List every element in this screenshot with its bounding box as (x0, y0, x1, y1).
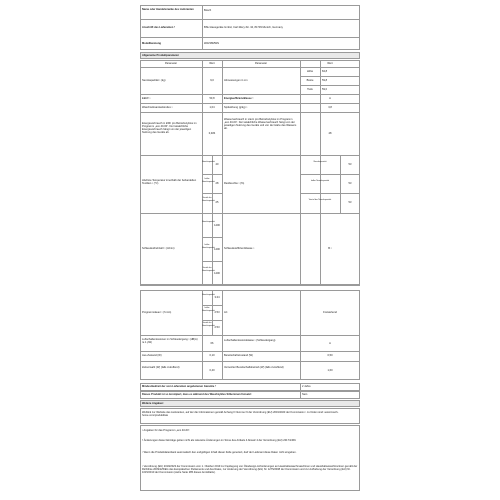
dimensions-label: Abmessungen in cm (224, 79, 248, 82)
residual-moisture-label: Restfeuchte ᵃ (%) (224, 182, 245, 185)
moisture-sub-value-2: 53 (348, 182, 352, 185)
moisture-sub-label-3: Viertel der Nennkapazität (308, 199, 332, 201)
type-value: Freistehend (323, 311, 337, 314)
spin-sub-label-2: halbe Nennkapazität (202, 244, 215, 249)
value-head-right: Wert (327, 62, 333, 65)
noise-class-value: A (329, 342, 331, 345)
energy-consumption-value: 0,484 (208, 132, 216, 135)
networked-standby-value: 1,60 (327, 369, 333, 372)
warranty-label: Mindestlaufzeit der vom Lieferanten angebotenen Garantie ᵇ (142, 385, 217, 388)
warranty-value: 2 Jahre (302, 385, 311, 388)
param-head-left: Parameter (164, 62, 178, 65)
networked-standby-label: Vernetzter Bereitschaftsbetrieb (W) (falls zutreffend) (224, 366, 284, 369)
noise-class-label: Luftschallemissionsklasse ᵃ (Schleudergang) (224, 339, 276, 342)
duration-sub-value-3: 2:53 (214, 326, 220, 329)
footnote-b: ᵇ Änderungen dieser Einträge gelten nicht als relevante Änderungen im Sinne des Artikels 4 Absatz 4 der Verordnung (EU) 2017/1369. (142, 439, 297, 442)
spin-class-value: B ᵃ (328, 247, 332, 250)
max-temp-sub-label-1: Nennkapazität (202, 161, 215, 163)
noise-value: 66 (210, 342, 214, 345)
max-temp-sub-value-1: 40 (215, 163, 219, 166)
spin-speed-label: Schleuderdrehzahl ᵃ (U/min) (142, 247, 175, 250)
eeiw-label: EEIW ᵃ (142, 97, 151, 100)
off-mode-label: Aus-Zustand (W) (142, 354, 162, 357)
water-consumption-value: 48 (328, 132, 332, 135)
section-title: Allgemeine Produktparameter (142, 54, 179, 57)
depth-label: Tiefe (307, 88, 313, 91)
supplier-name-label: Name oder Handelsmarke des Lieferanten (142, 8, 194, 11)
moisture-sub-label-1: Nennkapazität (313, 161, 327, 163)
width-value: 59,8 (322, 79, 328, 82)
energy-consumption-label: Energieverbrauch in kWh pro Betriebszyklus im Programm „eco 40-60“. Der tatsächliche Energieverbrauch hängt von der jeweiligen Nutzung des Geräts ab. (142, 122, 197, 134)
rinsing-label: Spülwirkung (g/kg) ᵃ (224, 106, 248, 109)
value-head-left: Wert (209, 62, 215, 65)
max-temp-sub-value-3: 25 (215, 201, 219, 204)
footnote-a: ᵃ Angaben für das Programm „eco 40-60“. (142, 429, 191, 432)
program-duration-label: Programmdauer ᵃ (h:min) (142, 311, 172, 314)
product-information-sheet (140, 5, 360, 495)
duration-sub-value-2: 2:53 (214, 311, 220, 314)
spin-sub-label-3: Viertel der Nennkapazität (202, 267, 215, 272)
further-info-title: Weitere Angaben: (142, 402, 164, 405)
spin-class-label: Schleudereffizienzklasse ᵃ (224, 247, 255, 250)
height-label: Höhe (306, 70, 314, 73)
silver-ions-label: Dieses Produkt ist so konzipiert, dass es während des Waschzyklus Silberionen freisetzt (142, 393, 252, 396)
further-info-bar (140, 400, 360, 407)
footnote-1: ¹ Verordnung (EU) 2019/2023 der Kommission vom 1. Oktober 2019 zur Festlegung von Ökodesign-Anforderungen an Haushaltswaschmaschinen und Haushaltswaschtrockner gemäß der Richtlinie 2009/125/EG des Europäischen Parlaments und des Rates, zur Änderung der Verordnung (EG) Nr. 1275/2008 der Kommission und zur Aufhebung der Verordnung (EU) Nr. 1015/2010 der Kommission (siehe Seite 285 dieses Amtsblatts). (142, 465, 358, 474)
standby-label: Bereitschaftszustand (W) (224, 354, 253, 357)
max-temp-sub-value-2: 28 (215, 182, 219, 185)
param-head-right: Parameter (254, 62, 268, 65)
moisture-sub-value-3: 53 (348, 201, 352, 204)
footnote-c: ᶜ Wenn die Produktdatenbank automatisch den endgültigen Inhalt dieser Zelle generiert, darf der Lieferant diese Daten nicht eingeben. (142, 451, 297, 454)
standby-value: 0,50 (327, 354, 333, 357)
model-id-label: Modellkennung (142, 42, 162, 45)
max-temp-label: Höchste Temperatur innerhalb der behandelten Textilien ᵃ (°C) (142, 179, 197, 185)
spin-sub-value-1: 1400 (214, 224, 220, 227)
max-temp-sub-label-2: halbe Nennkapazität (202, 178, 215, 183)
supplier-address-label: Anschrift des Lieferanten ᵇ (142, 26, 176, 29)
water-consumption-label: Wasserverbrauch in Litern pro Betriebszyklus im Programm „eco 40-60“. Der tatsächliche Wasserverbrauch hängt von der jeweiligen Nutzung des Geräts und von der Härte des Wassers ab. (224, 118, 297, 130)
model-id-value: WAV28MWN (204, 42, 219, 45)
spin-sub-value-2: 1400 (214, 248, 220, 251)
type-label: Art (224, 311, 228, 314)
duration-sub-value-1: 3:44 (214, 296, 220, 299)
energy-class-value: A (329, 97, 331, 100)
rated-capacity-label: Nennkapazität ᵃ (kg) (142, 79, 166, 82)
duration-sub-label-2: halbe Nennkapazität (202, 307, 215, 312)
rinsing-value: 3,8 (328, 106, 332, 109)
energy-class-label: Energieeffizienzklasse ᵃ (224, 97, 254, 100)
duration-sub-label-1: Nennkapazität (202, 294, 215, 296)
washing-index-value: 1,04 (209, 106, 215, 109)
rated-capacity-value: 9,0 (210, 79, 214, 82)
noise-label: Luftschallemissionen im Schleudergang ᵃ (dB(A) re 1 pW) (142, 338, 198, 344)
footnotes-box (140, 425, 360, 491)
height-value: 84,8 (322, 70, 328, 73)
delay-start-label: Zeitvorwahl (W) (falls zutreffend) (142, 366, 180, 369)
depth-value: 59,0 (322, 88, 328, 91)
width-label: Breite (306, 79, 314, 82)
spin-sub-value-3: 1400 (214, 272, 220, 275)
moisture-sub-label-2: halbe Nennkapazität (310, 180, 330, 182)
silver-ions-value: Nein (302, 393, 308, 396)
washing-index-label: Waschwirksamkeitsindex ᵃ (142, 106, 173, 109)
further-info-text: Weblink zur Website des Lieferanten, auf der die Informationen gemäß Anhang II Nummer 9 der Verordnung (EU) 2019/2023 der Kommission ¹ zu finden sind: www.bosch-home.com/produktliste (142, 411, 339, 417)
eeiw-value: 50,8 (209, 97, 215, 100)
moisture-sub-value-1: 53 (348, 163, 352, 166)
delay-start-value: 0,40 (209, 369, 215, 372)
max-temp-sub-label-3: Viertel der Nennkapazität (202, 197, 215, 202)
spin-sub-label-1: Nennkapazität (202, 221, 215, 223)
supplier-address-value: BSH Hausgeräte GmbH, Carl-Wery-Str. 34, 81739 Munich, Germany (204, 26, 283, 29)
duration-sub-label-3: Viertel der Nennkapazität (202, 322, 215, 327)
supplier-name-value: Bosch (204, 9, 212, 12)
off-mode-value: 0,10 (209, 354, 215, 357)
